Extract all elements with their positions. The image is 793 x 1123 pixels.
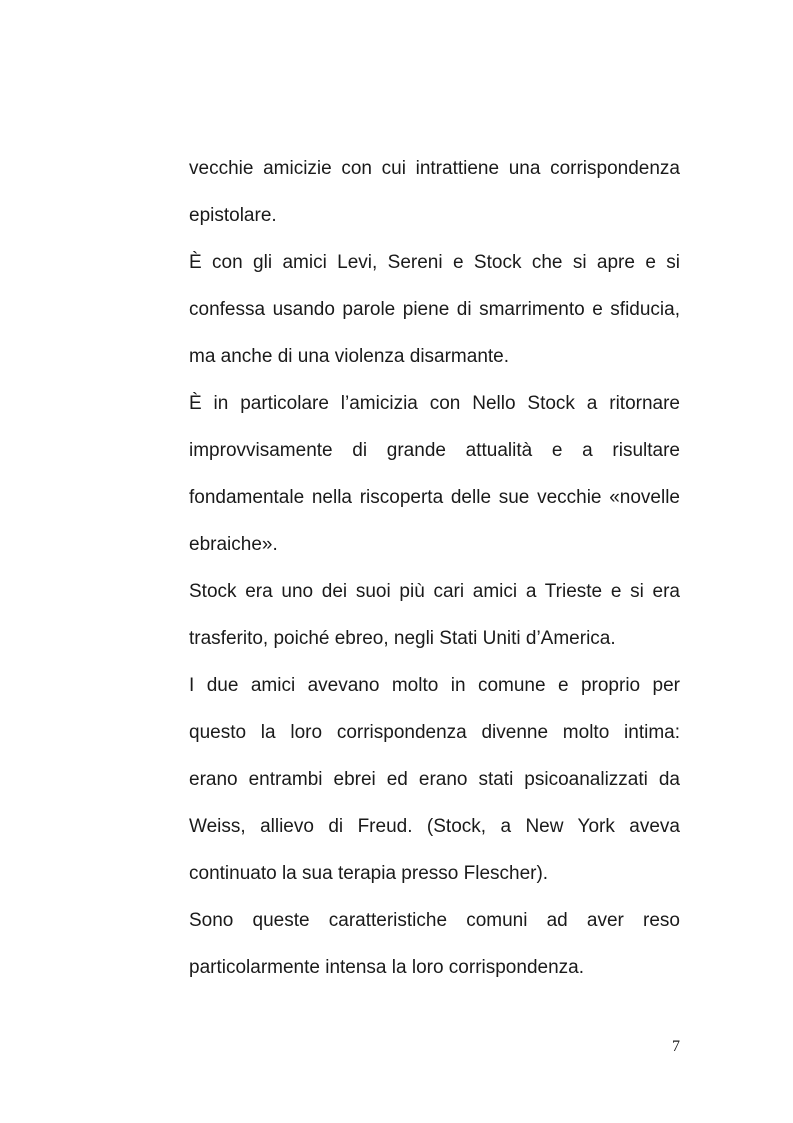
- text-line: fondamentale nella riscoperta delle sue vecchie «novelle: [189, 487, 680, 508]
- text-line: confessa usando parole piene di smarrimento e sfiducia,: [189, 299, 680, 320]
- text-line: I due amici avevano molto in comune e proprio per: [189, 675, 680, 696]
- text-line: vecchie amicizie con cui intrattiene una corrispondenza: [189, 158, 680, 179]
- text-line: È in particolare l’amicizia con Nello Stock a ritornare: [189, 393, 680, 414]
- text-line: ebraiche».: [189, 534, 278, 555]
- text-line: particolarmente intensa la loro corrispondenza.: [189, 957, 584, 978]
- text-line: epistolare.: [189, 205, 277, 226]
- text-line: trasferito, poiché ebreo, negli Stati Uniti d’America.: [189, 628, 616, 649]
- text-line: questo la loro corrispondenza divenne molto intima:: [189, 722, 680, 743]
- page-number: 7: [672, 1038, 680, 1055]
- text-line: improvvisamente di grande attualità e a risultare: [189, 440, 680, 461]
- text-line: continuato la sua terapia presso Flescher).: [189, 863, 549, 884]
- text-line: ma anche di una violenza disarmante.: [189, 346, 510, 367]
- body-text: [189, 145, 680, 991]
- text-line: Stock era uno dei suoi più cari amici a Trieste e si era: [189, 581, 680, 602]
- text-line: Sono queste caratteristiche comuni ad aver reso: [189, 910, 680, 931]
- text-line: Weiss, allievo di Freud. (Stock, a New York aveva: [189, 816, 680, 837]
- text-line: erano entrambi ebrei ed erano stati psicoanalizzati da: [189, 769, 680, 790]
- text-line: È con gli amici Levi, Sereni e Stock che si apre e si: [189, 252, 680, 273]
